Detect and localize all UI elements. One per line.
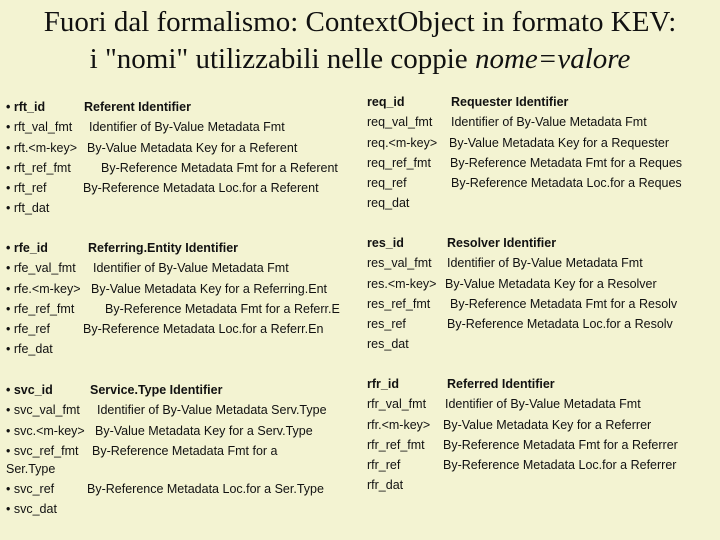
- svc-row-dat: [6, 499, 358, 519]
- req-block: [367, 92, 720, 214]
- req-row-mkey: [367, 133, 720, 153]
- req-desc: Identifier of By-Value Metadata Fmt: [451, 115, 647, 130]
- rfe-key: • rfe_dat: [6, 342, 53, 357]
- req-key: req_id: [367, 95, 405, 109]
- rfe-desc: By-Reference Metadata Fmt for a Referr.E: [105, 301, 340, 316]
- rft-row-dat: [6, 198, 358, 218]
- svc-desc: Service.Type Identifier: [90, 383, 223, 397]
- res-key: res_ref_fmt: [367, 296, 431, 311]
- svc-desc: By-Value Metadata Key for a Serv.Type: [95, 423, 313, 438]
- res-key: res_ref: [367, 317, 406, 332]
- res-row-dat: [367, 334, 720, 354]
- title-line-1: Fuori dal formalismo: ContextObject in formato KEV:: [43, 6, 677, 38]
- rfe-row-ref: [6, 319, 358, 339]
- rfr-key: rfr_dat: [367, 478, 404, 493]
- res-desc: Resolver Identifier: [447, 236, 557, 250]
- rfr-row-ref: [367, 455, 720, 475]
- svc-key: Ser.Type: [6, 461, 56, 476]
- rfe-key: • rfe_val_fmt: [6, 261, 76, 276]
- rft-desc: Identifier of By-Value Metadata Fmt: [89, 120, 285, 135]
- rfr-row-val-fmt: [367, 394, 720, 414]
- rfe-desc: Identifier of By-Value Metadata Fmt: [93, 261, 289, 276]
- rfe-row-ref-fmt: [6, 299, 358, 319]
- rfr-desc: By-Value Metadata Key for a Referrer: [443, 417, 652, 432]
- svc-key: • svc_ref_fmt: [6, 443, 79, 458]
- rft-row-val-fmt: [6, 117, 358, 137]
- req-key: req_ref: [367, 176, 407, 191]
- rfr-row-id: [367, 374, 720, 394]
- title-line-2: [0, 41, 720, 78]
- rfe-desc: Referring.Entity Identifier: [88, 241, 239, 255]
- res-desc: By-Value Metadata Key for a Resolver: [445, 276, 657, 291]
- rft-key: • rft.<m-key>: [6, 140, 78, 155]
- svc-key: • svc.<m-key>: [6, 423, 85, 438]
- rfr-desc: Referred Identifier: [447, 377, 555, 391]
- rfr-row-ref-fmt: [367, 435, 720, 455]
- slide-title: [0, 4, 720, 78]
- req-row-ref: [367, 173, 720, 193]
- rfr-key: rfr_ref: [367, 458, 401, 473]
- rft-block: [6, 97, 358, 219]
- rft-key: • rft_val_fmt: [6, 120, 73, 135]
- res-key: res_dat: [367, 337, 409, 352]
- title-line-2-italic: nome=valore: [474, 43, 631, 75]
- rfe-key: • rfe_id: [6, 241, 48, 255]
- req-desc: By-Value Metadata Key for a Requester: [449, 135, 670, 150]
- rfr-row-dat: [367, 475, 720, 495]
- svc-key: • svc_dat: [6, 502, 57, 517]
- req-desc: By-Reference Metadata Loc.for a Reques: [451, 176, 682, 191]
- rfr-block: [367, 374, 720, 496]
- svc-key: • svc_val_fmt: [6, 403, 80, 418]
- req-desc: By-Reference Metadata Fmt for a Reques: [450, 155, 683, 170]
- rft-desc: By-Reference Metadata Fmt for a Referent: [101, 160, 338, 175]
- svc-row-id: [6, 380, 358, 400]
- req-key: req_dat: [367, 196, 410, 211]
- res-key: res.<m-key>: [367, 276, 437, 291]
- rfe-key: • rfe_ref_fmt: [6, 301, 75, 316]
- title-line-2-prefix: i "nomi" utilizzabili nelle coppie: [89, 43, 475, 75]
- rfe-row-mkey: [6, 279, 358, 299]
- res-key: res_id: [367, 236, 404, 250]
- req-key: req_ref_fmt: [367, 155, 431, 170]
- rfr-desc: By-Reference Metadata Loc.for a Referrer: [443, 458, 677, 473]
- svc-row-ref-fmt-continued: [6, 459, 358, 479]
- rfr-row-mkey: [367, 415, 720, 435]
- rft-key: • rft_ref: [6, 181, 47, 196]
- res-desc: By-Reference Metadata Fmt for a Resolv: [450, 296, 678, 311]
- rfr-key: rfr.<m-key>: [367, 417, 431, 432]
- res-row-ref: [367, 314, 720, 334]
- rft-key: • rft_dat: [6, 201, 50, 216]
- res-row-ref-fmt: [367, 294, 720, 314]
- svc-row-ref: [6, 479, 358, 499]
- svc-row-ref-fmt: [6, 441, 358, 459]
- res-row-id: [367, 233, 720, 253]
- req-row-val-fmt: [367, 112, 720, 132]
- rft-row-ref-fmt: [6, 158, 358, 178]
- svc-desc: By-Reference Metadata Loc.for a Ser.Type: [87, 482, 324, 497]
- rfr-key: rfr_val_fmt: [367, 397, 427, 412]
- rfe-desc: By-Reference Metadata Loc.for a Referr.En: [83, 322, 324, 337]
- rft-desc: Referent Identifier: [84, 100, 191, 114]
- svc-desc: By-Reference Metadata Fmt for a: [92, 443, 278, 458]
- rfe-row-val-fmt: [6, 258, 358, 278]
- res-row-val-fmt: [367, 253, 720, 273]
- rfe-desc: By-Value Metadata Key for a Referring.Ent: [91, 281, 327, 296]
- req-desc: Requester Identifier: [451, 95, 569, 109]
- res-row-mkey: [367, 274, 720, 294]
- svc-row-val-fmt: [6, 400, 358, 420]
- rfr-desc: Identifier of By-Value Metadata Fmt: [445, 397, 641, 412]
- rfe-row-id: [6, 238, 358, 258]
- svc-block: [6, 380, 358, 520]
- svc-key: • svc_ref: [6, 482, 55, 497]
- req-key: req_val_fmt: [367, 115, 433, 130]
- rfr-key: rfr_id: [367, 377, 399, 391]
- svc-desc: Identifier of By-Value Metadata Serv.Type: [97, 403, 327, 418]
- res-key: res_val_fmt: [367, 256, 432, 271]
- svc-row-mkey: [6, 421, 358, 441]
- req-row-id: [367, 92, 720, 112]
- rft-key: • rft_id: [6, 100, 46, 114]
- rfe-key: • rfe_ref: [6, 322, 50, 337]
- rfr-desc: By-Reference Metadata Fmt for a Referrer: [443, 437, 678, 452]
- rfe-block: [6, 238, 358, 360]
- rft-key: • rft_ref_fmt: [6, 160, 71, 175]
- rft-row-ref: [6, 178, 358, 198]
- res-block: [367, 233, 720, 355]
- req-row-ref-fmt: [367, 153, 720, 173]
- rfe-key: • rfe.<m-key>: [6, 281, 81, 296]
- req-row-dat: [367, 193, 720, 213]
- res-desc: By-Reference Metadata Loc.for a Resolv: [447, 317, 673, 332]
- svc-key: • svc_id: [6, 383, 53, 397]
- rft-desc: By-Value Metadata Key for a Referent: [87, 140, 298, 155]
- rfr-key: rfr_ref_fmt: [367, 437, 425, 452]
- rft-row-mkey: [6, 138, 358, 158]
- res-desc: Identifier of By-Value Metadata Fmt: [447, 256, 643, 271]
- rft-desc: By-Reference Metadata Loc.for a Referent: [83, 181, 319, 196]
- req-key: req.<m-key>: [367, 135, 438, 150]
- rft-row-id: [6, 97, 358, 117]
- rfe-row-dat: [6, 339, 358, 359]
